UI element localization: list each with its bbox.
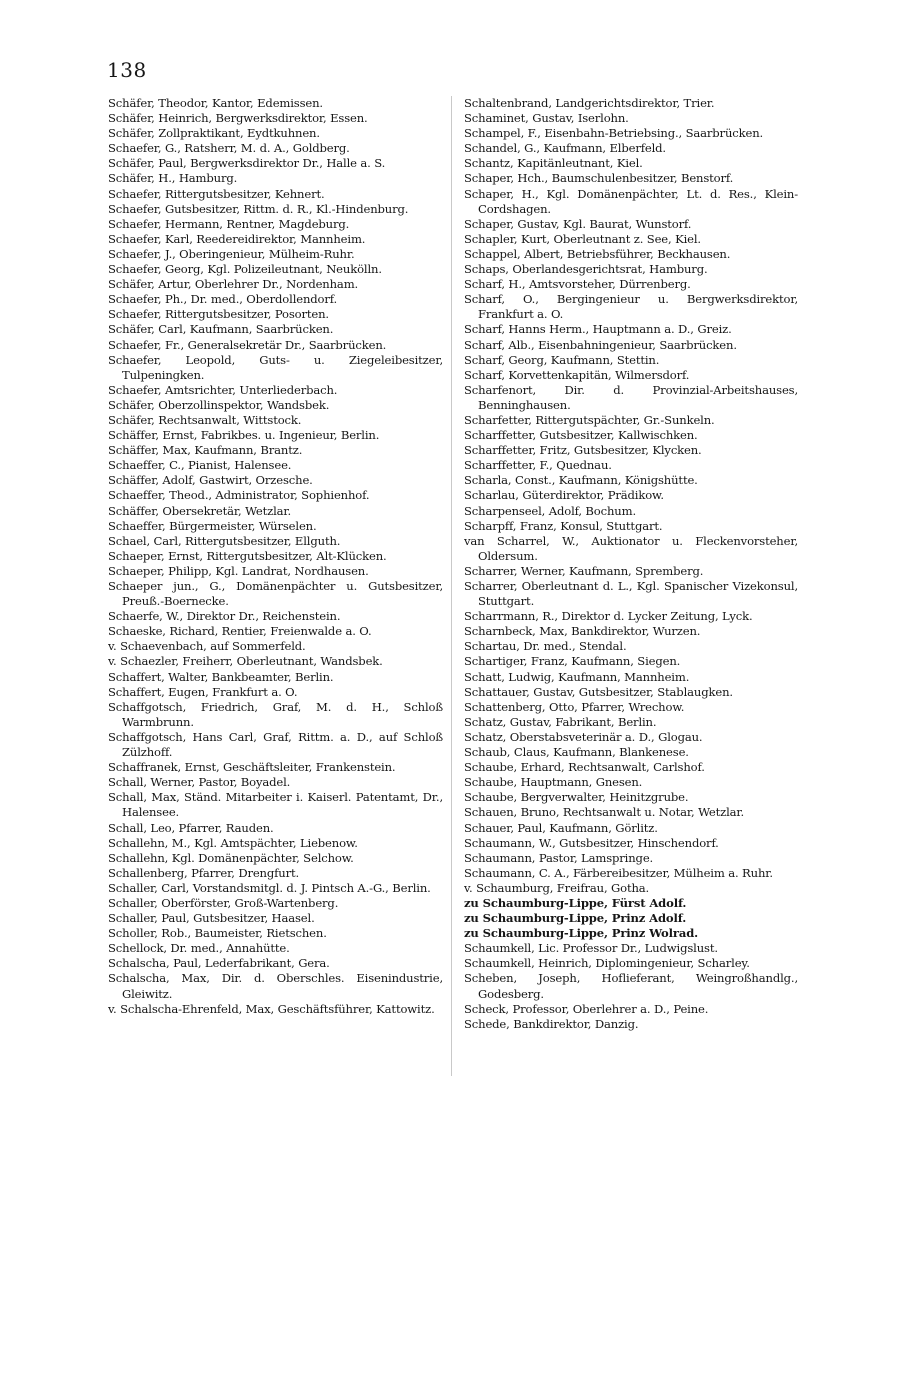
directory-entry: Schaefer, Ph., Dr. med., Oberdollendorf. xyxy=(108,292,338,307)
directory-entry: Schaeske, Richard, Rentier, Freienwalde a. O. xyxy=(108,624,372,639)
directory-entry: Schauen, Bruno, Rechtsanwalt u. Notar, Wetzlar. xyxy=(464,805,745,820)
directory-entry: Schäffer, Ernst, Fabrikbes. u. Ingenieur, Berlin. xyxy=(108,428,380,443)
directory-entry: Schäfer, Carl, Kaufmann, Saarbrücken. xyxy=(108,322,334,337)
directory-entry: Schaerfe, W., Direktor Dr., Reichenstein. xyxy=(108,609,341,624)
directory-entry: Schäffer, Adolf, Gastwirt, Orzesche. xyxy=(108,473,313,488)
directory-entry: Schallehn, M., Kgl. Amtspächter, Liebenow. xyxy=(108,835,358,850)
directory-entry: v. Schaumburg, Freifrau, Gotha. xyxy=(464,880,650,895)
left-column xyxy=(108,96,443,1017)
directory-entry: Schartau, Dr. med., Stendal. xyxy=(464,639,627,654)
directory-entry: Schael, Carl, Rittergutsbesitzer, Ellguth. xyxy=(108,533,341,548)
directory-entry: Scharfenort, Dir. d. Provinzial-Arbeitshauses, Benninghausen. xyxy=(464,382,798,412)
directory-entry: Schartiger, Franz, Kaufmann, Siegen. xyxy=(464,654,681,669)
directory-entry: Schaefer, Leopold, Guts- u. Ziegeleibesitzer, Tulpeningken. xyxy=(108,352,443,382)
directory-entry: Scharrer, Oberleutnant d. L., Kgl. Spanischer Vizekonsul, Stuttgart. xyxy=(464,579,798,609)
directory-entry: Schaumkell, Lic. Professor Dr., Ludwigslust. xyxy=(464,941,718,956)
directory-entry: Schaefer, G., Ratsherr, M. d. A., Goldberg. xyxy=(108,141,350,156)
directory-entry: Schaefer, Fr., Generalsekretär Dr., Saarbrücken. xyxy=(108,337,387,352)
directory-entry: Scharlau, Güterdirektor, Prädikow. xyxy=(464,488,664,503)
directory-entry: Schantz, Kapitänleutnant, Kiel. xyxy=(464,156,643,171)
directory-entry: Schalscha, Max, Dir. d. Oberschles. Eisenindustrie, Gleiwitz. xyxy=(108,971,443,1001)
directory-entry: Schäfer, Heinrich, Bergwerksdirektor, Essen. xyxy=(108,111,368,126)
directory-entry: Schallehn, Kgl. Domänenpächter, Selchow. xyxy=(108,850,354,865)
directory-entry: Schaffgotsch, Hans Carl, Graf, Rittm. a. D., auf Schloß Zülzhoff. xyxy=(108,729,443,760)
directory-entry: van Scharrel, W., Auktionator u. Fleckenvorsteher, Oldersum. xyxy=(464,533,798,563)
directory-entry: Schall, Max, Ständ. Mitarbeiter i. Kaiserl. Patentamt, Dr., Halensee. xyxy=(108,790,443,820)
directory-entry: Schaefer, Hermann, Rentner, Magdeburg. xyxy=(108,216,350,231)
page-number: 138 xyxy=(107,58,147,82)
directory-entry: Schäfer, Theodor, Kantor, Edemissen. xyxy=(108,96,323,110)
directory-entry: Schattauer, Gustav, Gutsbesitzer, Stablaugken. xyxy=(464,684,733,699)
directory-entry: Schaeffer, C., Pianist, Halensee. xyxy=(108,458,292,473)
directory-entry: Schäffer, Obersekretär, Wetzlar. xyxy=(108,503,292,518)
directory-entry: Schattenberg, Otto, Pfarrer, Wrechow. xyxy=(464,699,685,714)
directory-entry: zu Schaumburg-Lippe, Prinz Wolrad. xyxy=(464,926,699,941)
directory-entry: Schaper, Gustav, Kgl. Baurat, Wunstorf. xyxy=(464,216,692,231)
directory-entry: Scharpenseel, Adolf, Bochum. xyxy=(464,503,636,518)
directory-entry: Schallenberg, Pfarrer, Drengfurt. xyxy=(108,865,300,880)
directory-entry: Scharffetter, Fritz, Gutsbesitzer, Klycken. xyxy=(464,443,702,458)
directory-entry: Schatt, Ludwig, Kaufmann, Mannheim. xyxy=(464,669,690,684)
directory-entry: Schaumkell, Heinrich, Diplomingenieur, Scharley. xyxy=(464,956,750,971)
directory-entry: Scharf, H., Amtsvorsteher, Dürrenberg. xyxy=(464,277,691,292)
directory-entry: Scharnbeck, Max, Bankdirektor, Wurzen. xyxy=(464,624,701,639)
directory-entry: Schaltenbrand, Landgerichtsdirektor, Trier. xyxy=(464,96,715,110)
directory-entry: Schaumann, Pastor, Lamspringe. xyxy=(464,850,654,865)
directory-entry: Schandel, G., Kaufmann, Elberfeld. xyxy=(464,141,666,156)
directory-entry: Schaefer, Gutsbesitzer, Rittm. d. R., Kl.-Hindenburg. xyxy=(108,201,409,216)
directory-entry: Schall, Werner, Pastor, Boyadel. xyxy=(108,775,291,790)
directory-entry: Schappel, Albert, Betriebsführer, Beckhausen. xyxy=(464,246,731,261)
directory-entry: Schaumann, C. A., Färbereibesitzer, Mülheim a. Ruhr. xyxy=(464,865,773,880)
directory-entry: Schaumann, W., Gutsbesitzer, Hinschendorf. xyxy=(464,835,719,850)
directory-entry: Schäfer, Artur, Oberlehrer Dr., Nordenham. xyxy=(108,277,359,292)
directory-entry: Schaeper, Philipp, Kgl. Landrat, Nordhausen. xyxy=(108,563,369,578)
directory-entry: Schaub, Claus, Kaufmann, Blankenese. xyxy=(464,745,689,760)
directory-entry: Scharrmann, R., Direktor d. Lycker Zeitung, Lyck. xyxy=(464,609,753,624)
directory-entry: Schäfer, Zollpraktikant, Eydtkuhnen. xyxy=(108,126,320,141)
directory-entry: Schäfer, Oberzollinspektor, Wandsbek. xyxy=(108,397,330,412)
directory-entry: Schäfer, H., Hamburg. xyxy=(108,171,238,186)
directory-entry: Schatz, Oberstabsveterinär a. D., Glogau. xyxy=(464,729,703,744)
directory-entry: Scharf, O., Bergingenieur u. Bergwerksdirektor, Frankfurt a. O. xyxy=(464,292,798,322)
directory-entry: Schaeffer, Theod., Administrator, Sophienhof. xyxy=(108,488,370,503)
directory-entry: Schaps, Oberlandesgerichtsrat, Hamburg. xyxy=(464,262,708,277)
directory-entry: Scharf, Hanns Herm., Hauptmann a. D., Greiz. xyxy=(464,322,732,337)
directory-entry: Scharf, Korvettenkapitän, Wilmersdorf. xyxy=(464,367,690,382)
directory-entry: Scharpff, Franz, Konsul, Stuttgart. xyxy=(464,518,663,533)
directory-entry: Schaefer, J., Oberingenieur, Mülheim-Ruhr. xyxy=(108,246,355,261)
directory-entry: Schellock, Dr. med., Annahütte. xyxy=(108,941,290,956)
directory-entry: Schall, Leo, Pfarrer, Rauden. xyxy=(108,820,274,835)
directory-entry: Schaeffer, Bürgermeister, Würselen. xyxy=(108,518,317,533)
directory-entry: Schaffranek, Ernst, Geschäftsleiter, Frankenstein. xyxy=(108,760,396,775)
directory-entry: Schaller, Oberförster, Groß-Wartenberg. xyxy=(108,895,339,910)
directory-entry: Scharffetter, Gutsbesitzer, Kallwischken. xyxy=(464,428,698,443)
directory-entry: Schalscha, Paul, Lederfabrikant, Gera. xyxy=(108,956,330,971)
directory-entry: Schede, Bankdirektor, Danzig. xyxy=(464,1016,639,1031)
column-divider xyxy=(451,96,452,1076)
directory-entry: Scharffetter, F., Quednau. xyxy=(464,458,612,473)
directory-entry: Schaeper jun., G., Domänenpächter u. Gutsbesitzer, Preuß.-Boernecke. xyxy=(108,579,443,609)
directory-entry: Schapler, Kurt, Oberleutnant z. See, Kiel. xyxy=(464,231,701,246)
directory-entry: Scharf, Georg, Kaufmann, Stettin. xyxy=(464,352,660,367)
directory-entry: Schaube, Bergverwalter, Heinitzgrube. xyxy=(464,790,689,805)
directory-entry: Schaper, H., Kgl. Domänenpächter, Lt. d. Res., Klein-Cordshagen. xyxy=(464,186,798,216)
directory-entry: Schäfer, Paul, Bergwerksdirektor Dr., Halle a. S. xyxy=(108,156,386,171)
directory-entry: v. Schalscha-Ehrenfeld, Max, Geschäftsführer, Kattowitz. xyxy=(108,1001,435,1016)
directory-entry: Schaefer, Amtsrichter, Unterliederbach. xyxy=(108,382,338,397)
directory-entry: Scheck, Professor, Oberlehrer a. D., Peine. xyxy=(464,1001,709,1016)
directory-entry: Schaefer, Karl, Reedereidirektor, Mannheim. xyxy=(108,231,366,246)
directory-entry: Schaube, Hauptmann, Gnesen. xyxy=(464,775,643,790)
directory-entry: Schaffgotsch, Friedrich, Graf, M. d. H., Schloß Warmbrunn. xyxy=(108,699,443,729)
directory-entry: v. Schaezler, Freiherr, Oberleutnant, Wandsbek. xyxy=(108,654,383,669)
directory-entry: Schaube, Erhard, Rechtsanwalt, Carlshof. xyxy=(464,760,705,775)
directory-entry: Schampel, F., Eisenbahn-Betriebsing., Saarbrücken. xyxy=(464,126,764,141)
directory-entry: Schäffer, Max, Kaufmann, Brantz. xyxy=(108,443,303,458)
directory-entry: zu Schaumburg-Lippe, Fürst Adolf. xyxy=(464,895,687,910)
directory-entry: Schaffert, Eugen, Frankfurt a. O. xyxy=(108,684,298,699)
directory-entry: Schaper, Hch., Baumschulenbesitzer, Benstorf. xyxy=(464,171,734,186)
directory-entry: Schäfer, Rechtsanwalt, Wittstock. xyxy=(108,412,302,427)
right-column xyxy=(464,96,798,1032)
directory-entry: Scharfetter, Rittergutspächter, Gr.-Sunkeln. xyxy=(464,412,715,427)
directory-entry: Schaller, Paul, Gutsbesitzer, Haasel. xyxy=(108,911,315,926)
directory-entry: Schaffert, Walter, Bankbeamter, Berlin. xyxy=(108,669,334,684)
directory-entry: Schaeper, Ernst, Rittergutsbesitzer, Alt-Klücken. xyxy=(108,548,387,563)
directory-entry: Schaefer, Georg, Kgl. Polizeileutnant, Neukölln. xyxy=(108,262,382,277)
directory-entry: Schaefer, Rittergutsbesitzer, Kehnert. xyxy=(108,186,325,201)
directory-entry: Scharla, Const., Kaufmann, Königshütte. xyxy=(464,473,698,488)
directory-entry: Schatz, Gustav, Fabrikant, Berlin. xyxy=(464,714,657,729)
directory-entry: Scheben, Joseph, Hoflieferant, Weingroßhandlg., Godesberg. xyxy=(464,971,798,1001)
directory-entry: Scharrer, Werner, Kaufmann, Spremberg. xyxy=(464,563,704,578)
directory-entry: Schaminet, Gustav, Iserlohn. xyxy=(464,111,629,126)
directory-entry: Scharf, Alb., Eisenbahningenieur, Saarbrücken. xyxy=(464,337,737,352)
directory-entry: zu Schaumburg-Lippe, Prinz Adolf. xyxy=(464,911,687,926)
directory-entry: Schaller, Carl, Vorstandsmitgl. d. J. Pintsch A.-G., Berlin. xyxy=(108,880,431,895)
directory-entry: Scholler, Rob., Baumeister, Rietschen. xyxy=(108,926,327,941)
directory-entry: Schaefer, Rittergutsbesitzer, Posorten. xyxy=(108,307,329,322)
directory-entry: Schauer, Paul, Kaufmann, Görlitz. xyxy=(464,820,658,835)
directory-entry: v. Schaevenbach, auf Sommerfeld. xyxy=(108,639,306,654)
